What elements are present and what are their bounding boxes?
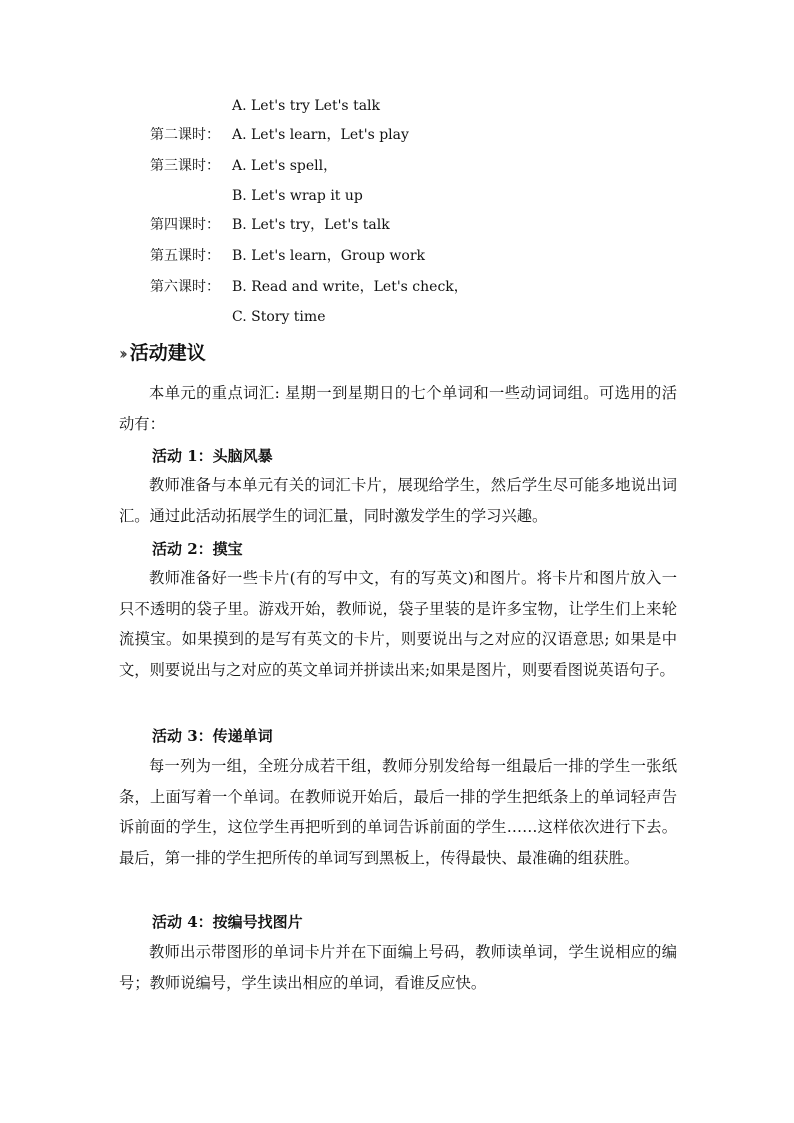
schedule-text: A. Let's learn，Let's play — [232, 127, 409, 143]
schedule-label: 第三课时： — [150, 158, 220, 174]
activity-body: 每一列为一组，全班分成若干组，教师分别发给每一组最后一排的学生一张纸条，上面写着一个单词。在教师说开始后，最后一排的学生把纸条上的单词轻声告诉前面的学生，这位学生再把听到的单词告诉前面的学生……这样依次进行下去。最后，第一排的学生把所传的单词写到黑板上，传得最快、最准确的组获胜。 — [119, 757, 677, 867]
schedule-label: 第四课时： — [150, 217, 220, 233]
schedule-line — [150, 278, 468, 296]
schedule-label: 第六课时： — [150, 279, 220, 295]
activity-title: 活动 1：头脑风暴 — [152, 447, 273, 465]
schedule-text: C. Story time — [232, 309, 326, 325]
activity-title: 活动 4：按编号找图片 — [152, 913, 303, 931]
section-heading — [119, 340, 206, 367]
activity-title: 活动 3：传递单词 — [152, 727, 273, 745]
schedule-text: B. Let's wrap it up — [232, 188, 363, 204]
section-heading-text: 活动建议 — [129, 342, 206, 364]
double-chevron-icon: ›› — [119, 344, 124, 363]
schedule-line — [150, 157, 337, 175]
schedule-text: B. Read and write，Let's check， — [232, 279, 468, 295]
schedule-line — [150, 97, 380, 115]
schedule-line — [150, 247, 425, 265]
activity-title: 活动 2：摸宝 — [152, 540, 243, 558]
schedule-text: B. Let's try，Let's talk — [232, 217, 390, 233]
activity-body: 教师准备与本单元有关的词汇卡片，展现给学生，然后学生尽可能多地说出词汇。通过此活动拓展学生的词汇量，同时激发学生的学习兴趣。 — [119, 476, 677, 525]
schedule-line — [150, 126, 409, 144]
schedule-text: B. Let's learn，Group work — [232, 248, 426, 264]
schedule-text: A. Let's try Let's talk — [232, 98, 381, 114]
schedule-line — [150, 187, 363, 205]
activity-body: 教师出示带图形的单词卡片并在下面编上号码，教师读单词，学生说相应的编号；教师说编号，学生读出相应的单词，看谁反应快。 — [119, 943, 677, 992]
schedule-label: 第二课时： — [150, 127, 220, 143]
activity-body: 教师准备好一些卡片(有的写中文，有的写英文)和图片。将卡片和图片放入一只不透明的袋子里。游戏开始，教师说，袋子里装的是许多宝物，让学生们上来轮流摸宝。如果摸到的是写有英文的卡片，则要说出与之对应的汉语意思; 如果是中文，则要说出与之对应的英文单词并拼读出来;如果是图片，则要看图说英语句子。 — [119, 569, 677, 679]
intro-paragraph: 本单元的重点词汇: 星期一到星期日的七个单词和一些动词词组。可选用的活动有： — [119, 384, 677, 433]
schedule-line — [150, 216, 390, 234]
schedule-text: A. Let's spell， — [232, 158, 338, 174]
schedule-line — [150, 308, 325, 326]
schedule-label: 第五课时： — [150, 248, 220, 264]
